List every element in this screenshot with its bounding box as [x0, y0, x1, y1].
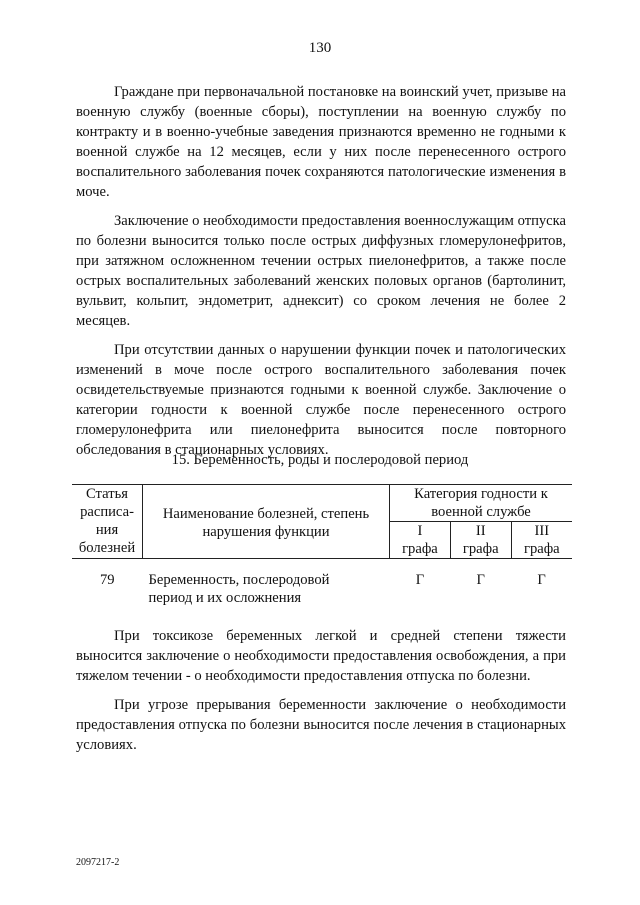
section-title: 15. Беременность, роды и послеродовой период	[171, 452, 469, 468]
header-name-line: Наименование болезней, степень	[162, 506, 370, 522]
body-text-top	[76, 82, 566, 460]
paragraph: Граждане при первоначальной постановке на воинский учет, призыве на военную службу (военные сборы), поступлении на военную службу по контракту и в военно-учебные заведения признаются временно не годными к военной службе на 12 месяцев, если у них после перенесенного острого воспалительного заболевания почек сохраняются патологические изменения в моче.	[76, 84, 566, 200]
header-name-line: нарушения функции	[202, 524, 330, 540]
paragraph: Заключение о необходимости предоставления военнослужащим отпуска по болезни выносится только после острых диффузных гломерулонефритов, при затяжном осложненном течении острых пиелонефритов, а также после острых воспалительных заболеваний женских половых органов (бартолинит, вульвит, кольпит, эндометрит, аднексит) со сроком лечения не более 2 месяцев.	[76, 213, 566, 329]
paragraph: При токсикозе беременных легкой и средней степени тяжести выносится заключение о необходимости предоставления освобождения, а при тяжелом течении - о необходимости предоставления отпуска по болезни.	[76, 628, 566, 684]
header-article-line: расписа-	[80, 504, 134, 520]
header-column-label: графа	[402, 541, 438, 557]
header-article-line: ния	[95, 522, 119, 538]
article-number: 79	[99, 572, 115, 588]
header-column-ii	[450, 522, 511, 559]
header-column-label: графа	[462, 541, 499, 557]
page-number: 130	[308, 40, 332, 56]
header-column-number: I	[417, 523, 423, 539]
header-column-number: II	[475, 523, 486, 539]
table-row	[72, 571, 572, 607]
document-code: 2097217-2	[76, 857, 120, 868]
fitness-category-table	[72, 484, 572, 607]
category-i: Г	[415, 572, 425, 588]
header-column-iii	[511, 522, 572, 559]
category-ii: Г	[476, 572, 485, 588]
body-text-bottom	[76, 626, 566, 755]
header-category	[390, 485, 573, 522]
disease-name-line: Беременность, послеродовой	[148, 572, 330, 588]
header-column-i	[390, 522, 451, 559]
paragraph: При угрозе прерывания беременности заключение о необходимости предоставления отпуска по болезни выносится после лечения в стационарных условиях.	[76, 697, 566, 753]
paragraph: При отсутствии данных о нарушении функции почек и патологических изменений в моче после острого воспалительного заболевания почек освидетельствуемые признаются годными к военной службе. Заключение о категории годности к военной службе после перенесенного острого гломерулонефрита или пиелонефрита выносится после повторного обследования в стационарных условиях.	[76, 342, 566, 458]
header-column-label: графа	[523, 541, 560, 557]
header-article-line: болезней	[78, 540, 136, 556]
disease-name-line: период и их осложнения	[148, 590, 302, 606]
header-column-number: III	[534, 523, 550, 539]
header-article	[72, 485, 143, 559]
category-iii: Г	[537, 572, 546, 588]
header-article-line: Статья	[86, 486, 128, 502]
header-category-line: Категория годности к	[414, 486, 548, 502]
header-category-line: военной службе	[431, 504, 531, 520]
disease-name	[143, 571, 390, 607]
header-name	[143, 485, 390, 559]
